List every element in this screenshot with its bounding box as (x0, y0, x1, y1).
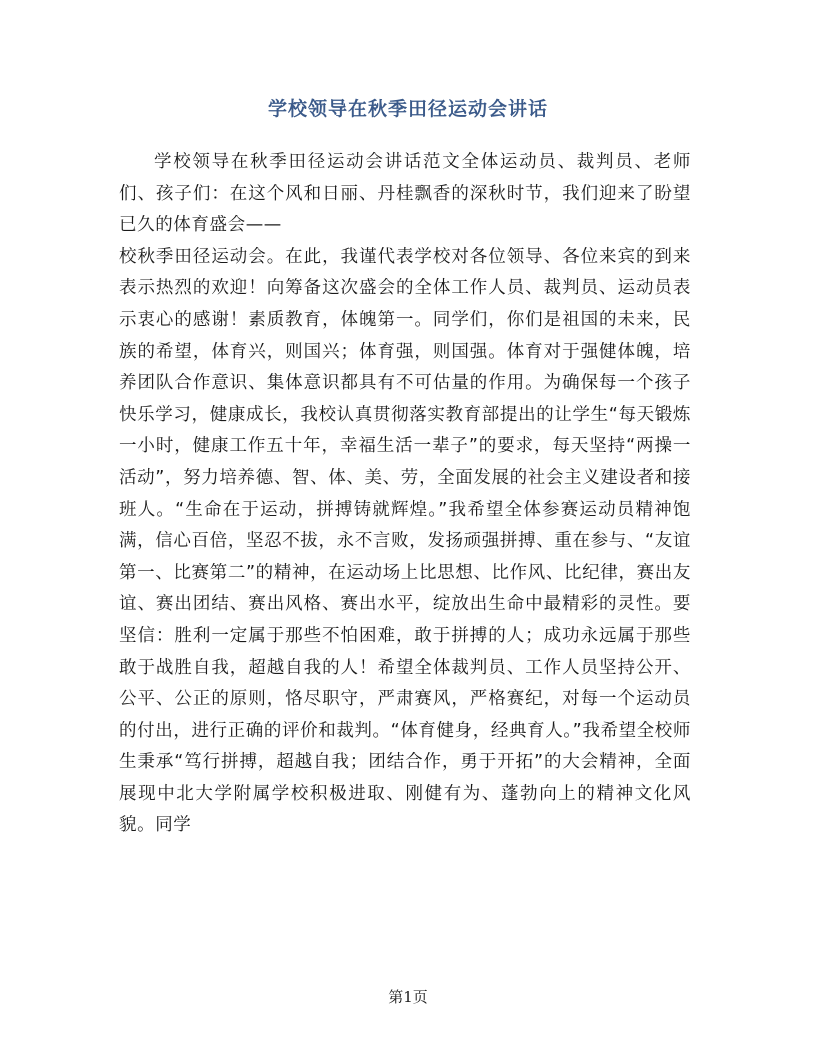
document-body (119, 147, 691, 842)
document-title: 学校领导在秋季田径运动会讲话 (267, 98, 548, 120)
page-number: 第1页 (388, 988, 428, 1006)
paragraph-1: 学校领导在秋季田径运动会讲话范文全体运动员、裁判员、老师们、孩子们：在这个风和日丽、丹桂飘香的深秋时节，我们迎来了盼望已久的体育盛会—— (119, 152, 691, 236)
paragraph-2: 校秋季田径运动会。在此，我谨代表学校对各位领导、各位来宾的到来表示热烈的欢迎！向筹备这次盛会的全体工作人员、裁判员、运动员表示衷心的感谢！素质教育，体魄第一。同学们，你们是祖国的未来，民族的希望，体育兴，则国兴；体育强，则国强。体育对于强健体魄，培养团队合作意识、集体意识都具有不可估量的作用。为确保每一个孩子快乐学习，健康成长，我校认真贯彻落实教育部提出的让学生“每天锻炼一小时，健康工作五十年，幸福生活一辈子”的要求，每天坚持“两操一活动”，努力培养德、智、体、美、劳，全面发展的社会主义建设者和接班人。“生命在于运动，拼搏铸就辉煌。”我希望全体参赛运动员精神饱满，信心百倍，坚忍不拔，永不言败，发扬顽强拼搏、重在参与、“友谊第一、比赛第二”的精神，在运动场上比思想、比作风、比纪律，赛出友谊、赛出团结、赛出风格、赛出水平，绽放出生命中最精彩的灵性。要坚信：胜利一定属于那些不怕困难，敢于拼搏的人；成功永远属于那些敢于战胜自我，超越自我的人！希望全体裁判员、工作人员坚持公开、公平、公正的原则，恪尽职守，严肃赛风，严格赛纪，对每一个运动员的付出，进行正确的评价和裁判。“体育健身，经典育人。”我希望全校师生秉承“笃行拼搏，超越自我；团结合作，勇于开拓”的大会精神，全面展现中北大学附属学校积极进取、刚健有为、蓬勃向上的精神文化风貌。同学 (119, 246, 691, 836)
